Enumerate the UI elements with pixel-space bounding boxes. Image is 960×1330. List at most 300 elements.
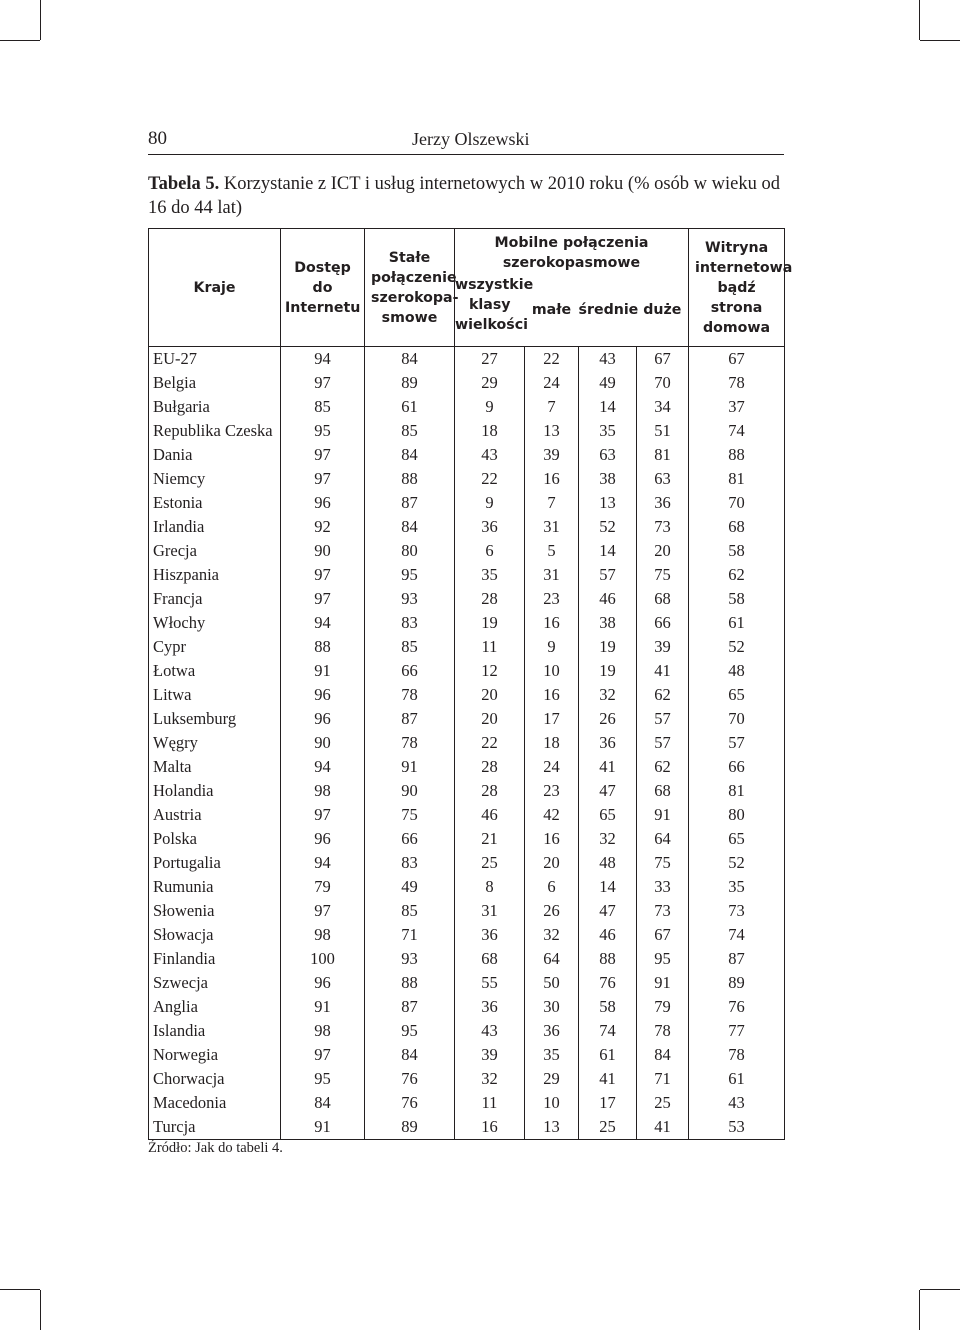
cell-website: 78: [689, 1043, 785, 1067]
table-row: [149, 419, 785, 443]
cell-mobile-large: 73: [637, 899, 689, 923]
cell-mobile-large: 71: [637, 1067, 689, 1091]
cell-fixed-broadband: 90: [365, 779, 455, 803]
cell-country: Austria: [149, 803, 281, 827]
cell-mobile-large: 62: [637, 683, 689, 707]
cell-mobile-large: 79: [637, 995, 689, 1019]
cell-internet-access: 98: [281, 779, 365, 803]
cell-fixed-broadband: 85: [365, 635, 455, 659]
cell-mobile-small: 23: [525, 587, 579, 611]
cell-mobile-all: 29: [455, 371, 525, 395]
cell-country: Bułgaria: [149, 395, 281, 419]
cell-mobile-small: 6: [525, 875, 579, 899]
cell-internet-access: 85: [281, 395, 365, 419]
cell-country: Holandia: [149, 779, 281, 803]
cell-fixed-broadband: 78: [365, 683, 455, 707]
cell-mobile-medium: 43: [579, 347, 637, 372]
cell-fixed-broadband: 87: [365, 707, 455, 731]
cell-mobile-medium: 58: [579, 995, 637, 1019]
crop-mark: [0, 40, 40, 41]
cell-country: Hiszpania: [149, 563, 281, 587]
cell-country: Norwegia: [149, 1043, 281, 1067]
cell-fixed-broadband: 93: [365, 587, 455, 611]
cell-mobile-medium: 13: [579, 491, 637, 515]
cell-website: 80: [689, 803, 785, 827]
cell-fixed-broadband: 89: [365, 1115, 455, 1140]
cell-fixed-broadband: 87: [365, 995, 455, 1019]
crop-mark: [40, 1290, 41, 1330]
cell-mobile-large: 41: [637, 1115, 689, 1140]
cell-fixed-broadband: 66: [365, 659, 455, 683]
cell-website: 37: [689, 395, 785, 419]
cell-fixed-broadband: 84: [365, 443, 455, 467]
cell-country: Dania: [149, 443, 281, 467]
cell-internet-access: 97: [281, 899, 365, 923]
cell-mobile-medium: 61: [579, 1043, 637, 1067]
cell-mobile-small: 16: [525, 683, 579, 707]
cell-mobile-small: 22: [525, 347, 579, 372]
cell-website: 48: [689, 659, 785, 683]
cell-country: Anglia: [149, 995, 281, 1019]
cell-mobile-large: 95: [637, 947, 689, 971]
cell-mobile-small: 39: [525, 443, 579, 467]
cell-mobile-large: 68: [637, 779, 689, 803]
cell-website: 61: [689, 1067, 785, 1091]
cell-country: Litwa: [149, 683, 281, 707]
cell-website: 87: [689, 947, 785, 971]
header-mobile-small: małe: [525, 275, 579, 347]
cell-internet-access: 94: [281, 851, 365, 875]
cell-internet-access: 96: [281, 827, 365, 851]
cell-fixed-broadband: 76: [365, 1091, 455, 1115]
cell-internet-access: 94: [281, 347, 365, 372]
cell-internet-access: 96: [281, 707, 365, 731]
table-row: [149, 371, 785, 395]
table-row: [149, 563, 785, 587]
cell-mobile-medium: 74: [579, 1019, 637, 1043]
cell-website: 68: [689, 515, 785, 539]
cell-mobile-large: 66: [637, 611, 689, 635]
cell-mobile-all: 43: [455, 443, 525, 467]
cell-mobile-large: 70: [637, 371, 689, 395]
cell-internet-access: 84: [281, 1091, 365, 1115]
cell-internet-access: 91: [281, 659, 365, 683]
cell-website: 89: [689, 971, 785, 995]
cell-mobile-medium: 76: [579, 971, 637, 995]
cell-mobile-small: 50: [525, 971, 579, 995]
cell-internet-access: 94: [281, 755, 365, 779]
cell-internet-access: 96: [281, 683, 365, 707]
cell-mobile-medium: 41: [579, 1067, 637, 1091]
cell-mobile-medium: 57: [579, 563, 637, 587]
cell-mobile-large: 34: [637, 395, 689, 419]
cell-internet-access: 94: [281, 611, 365, 635]
cell-mobile-medium: 47: [579, 899, 637, 923]
cell-website: 74: [689, 923, 785, 947]
table-row: [149, 827, 785, 851]
cell-internet-access: 90: [281, 539, 365, 563]
cell-mobile-all: 39: [455, 1043, 525, 1067]
cell-mobile-small: 10: [525, 1091, 579, 1115]
cell-fixed-broadband: 84: [365, 515, 455, 539]
cell-website: 53: [689, 1115, 785, 1140]
table-row: [149, 947, 785, 971]
cell-mobile-medium: 47: [579, 779, 637, 803]
cell-country: Portugalia: [149, 851, 281, 875]
cell-internet-access: 79: [281, 875, 365, 899]
cell-mobile-all: 11: [455, 1091, 525, 1115]
cell-mobile-all: 28: [455, 755, 525, 779]
table-row: [149, 491, 785, 515]
cell-website: 52: [689, 851, 785, 875]
crop-mark: [40, 0, 41, 40]
cell-mobile-large: 57: [637, 707, 689, 731]
cell-fixed-broadband: 76: [365, 1067, 455, 1091]
cell-fixed-broadband: 83: [365, 851, 455, 875]
page-number: 80: [148, 128, 167, 149]
cell-mobile-medium: 88: [579, 947, 637, 971]
cell-mobile-small: 24: [525, 371, 579, 395]
cell-mobile-large: 33: [637, 875, 689, 899]
header-mobile-broadband: Mobilne połączenia szerokopasmowe: [455, 229, 689, 275]
cell-internet-access: 97: [281, 443, 365, 467]
table-row: [149, 635, 785, 659]
cell-website: 88: [689, 443, 785, 467]
cell-mobile-large: 91: [637, 971, 689, 995]
cell-mobile-small: 31: [525, 563, 579, 587]
cell-internet-access: 97: [281, 371, 365, 395]
cell-fixed-broadband: 95: [365, 563, 455, 587]
cell-mobile-medium: 41: [579, 755, 637, 779]
cell-mobile-medium: 19: [579, 635, 637, 659]
cell-mobile-large: 57: [637, 731, 689, 755]
cell-internet-access: 97: [281, 803, 365, 827]
cell-country: Belgia: [149, 371, 281, 395]
cell-website: 76: [689, 995, 785, 1019]
cell-mobile-all: 16: [455, 1115, 525, 1140]
cell-website: 65: [689, 683, 785, 707]
cell-mobile-large: 91: [637, 803, 689, 827]
cell-country: Słowacja: [149, 923, 281, 947]
cell-mobile-small: 29: [525, 1067, 579, 1091]
cell-website: 57: [689, 731, 785, 755]
cell-country: Francja: [149, 587, 281, 611]
cell-country: Węgry: [149, 731, 281, 755]
cell-mobile-medium: 32: [579, 827, 637, 851]
table-row: [149, 395, 785, 419]
cell-fixed-broadband: 83: [365, 611, 455, 635]
cell-internet-access: 97: [281, 563, 365, 587]
table-row: [149, 1091, 785, 1115]
cell-mobile-all: 22: [455, 467, 525, 491]
cell-mobile-small: 16: [525, 467, 579, 491]
cell-mobile-all: 25: [455, 851, 525, 875]
cell-mobile-all: 43: [455, 1019, 525, 1043]
cell-mobile-all: 11: [455, 635, 525, 659]
cell-mobile-large: 84: [637, 1043, 689, 1067]
running-head: [148, 128, 784, 155]
table-row: [149, 1019, 785, 1043]
table-row: [149, 731, 785, 755]
cell-fixed-broadband: 93: [365, 947, 455, 971]
cell-mobile-medium: 36: [579, 731, 637, 755]
cell-mobile-all: 32: [455, 1067, 525, 1091]
cell-mobile-all: 36: [455, 995, 525, 1019]
cell-mobile-small: 36: [525, 1019, 579, 1043]
cell-mobile-medium: 65: [579, 803, 637, 827]
cell-mobile-all: 21: [455, 827, 525, 851]
cell-mobile-all: 9: [455, 395, 525, 419]
cell-mobile-large: 20: [637, 539, 689, 563]
cell-internet-access: 90: [281, 731, 365, 755]
cell-website: 73: [689, 899, 785, 923]
cell-mobile-all: 9: [455, 491, 525, 515]
cell-internet-access: 97: [281, 1043, 365, 1067]
cell-mobile-all: 36: [455, 515, 525, 539]
cell-mobile-small: 42: [525, 803, 579, 827]
cell-mobile-large: 41: [637, 659, 689, 683]
cell-fixed-broadband: 78: [365, 731, 455, 755]
cell-mobile-large: 39: [637, 635, 689, 659]
cell-country: Łotwa: [149, 659, 281, 683]
cell-fixed-broadband: 88: [365, 971, 455, 995]
table-row: [149, 875, 785, 899]
table-row: [149, 755, 785, 779]
cell-internet-access: 97: [281, 587, 365, 611]
cell-website: 74: [689, 419, 785, 443]
cell-mobile-medium: 17: [579, 1091, 637, 1115]
cell-country: Szwecja: [149, 971, 281, 995]
cell-mobile-medium: 35: [579, 419, 637, 443]
cell-mobile-all: 28: [455, 779, 525, 803]
cell-internet-access: 96: [281, 491, 365, 515]
cell-website: 81: [689, 467, 785, 491]
cell-country: Polska: [149, 827, 281, 851]
cell-website: 81: [689, 779, 785, 803]
table-row: [149, 515, 785, 539]
table-row: [149, 1115, 785, 1140]
table-caption-label: Tabela 5.: [148, 174, 220, 194]
table-row: [149, 659, 785, 683]
cell-mobile-all: 12: [455, 659, 525, 683]
cell-mobile-all: 68: [455, 947, 525, 971]
ict-usage-table: [148, 228, 793, 1140]
cell-mobile-all: 22: [455, 731, 525, 755]
cell-website: 77: [689, 1019, 785, 1043]
cell-mobile-small: 32: [525, 923, 579, 947]
cell-fixed-broadband: 85: [365, 419, 455, 443]
header-website: Witryna internetowa bądź strona domowa: [689, 229, 785, 347]
cell-mobile-medium: 63: [579, 443, 637, 467]
cell-fixed-broadband: 49: [365, 875, 455, 899]
table-row: [149, 611, 785, 635]
cell-mobile-all: 36: [455, 923, 525, 947]
cell-mobile-medium: 38: [579, 467, 637, 491]
cell-mobile-all: 20: [455, 707, 525, 731]
table-body: [149, 347, 785, 1140]
table-row: [149, 899, 785, 923]
crop-mark: [919, 1290, 920, 1330]
cell-mobile-large: 67: [637, 347, 689, 372]
cell-country: Turcja: [149, 1115, 281, 1140]
cell-mobile-small: 18: [525, 731, 579, 755]
cell-fixed-broadband: 61: [365, 395, 455, 419]
cell-mobile-medium: 32: [579, 683, 637, 707]
cell-mobile-small: 17: [525, 707, 579, 731]
table-row: [149, 683, 785, 707]
cell-internet-access: 96: [281, 971, 365, 995]
cell-mobile-large: 73: [637, 515, 689, 539]
cell-country: Malta: [149, 755, 281, 779]
cell-mobile-medium: 14: [579, 539, 637, 563]
cell-mobile-all: 19: [455, 611, 525, 635]
cell-country: Macedonia: [149, 1091, 281, 1115]
cell-website: 61: [689, 611, 785, 635]
cell-mobile-large: 36: [637, 491, 689, 515]
cell-mobile-all: 20: [455, 683, 525, 707]
cell-mobile-small: 23: [525, 779, 579, 803]
cell-mobile-large: 25: [637, 1091, 689, 1115]
table-row: [149, 923, 785, 947]
header-mobile-large: duże: [637, 275, 689, 347]
table-row: [149, 587, 785, 611]
cell-mobile-large: 63: [637, 467, 689, 491]
cell-mobile-small: 7: [525, 395, 579, 419]
cell-mobile-all: 27: [455, 347, 525, 372]
header-fixed-broadband: Stałe połączenie szerokopa-smowe: [365, 229, 455, 347]
cell-fixed-broadband: 88: [365, 467, 455, 491]
cell-mobile-small: 35: [525, 1043, 579, 1067]
cell-country: Rumunia: [149, 875, 281, 899]
cell-mobile-medium: 46: [579, 587, 637, 611]
cell-website: 67: [689, 347, 785, 372]
cell-website: 43: [689, 1091, 785, 1115]
cell-internet-access: 88: [281, 635, 365, 659]
cell-mobile-all: 8: [455, 875, 525, 899]
cell-mobile-small: 64: [525, 947, 579, 971]
cell-mobile-all: 18: [455, 419, 525, 443]
cell-fixed-broadband: 87: [365, 491, 455, 515]
cell-website: 52: [689, 635, 785, 659]
cell-internet-access: 97: [281, 467, 365, 491]
crop-mark: [920, 1289, 960, 1290]
crop-mark: [920, 40, 960, 41]
cell-country: Chorwacja: [149, 1067, 281, 1091]
cell-mobile-large: 64: [637, 827, 689, 851]
cell-mobile-small: 10: [525, 659, 579, 683]
cell-fixed-broadband: 95: [365, 1019, 455, 1043]
cell-country: EU-27: [149, 347, 281, 372]
cell-mobile-all: 6: [455, 539, 525, 563]
cell-country: Republika Czeska: [149, 419, 281, 443]
cell-country: Luksemburg: [149, 707, 281, 731]
header-country: Kraje: [149, 229, 281, 347]
cell-internet-access: 98: [281, 1019, 365, 1043]
cell-country: Cypr: [149, 635, 281, 659]
crop-mark: [919, 0, 920, 40]
cell-mobile-medium: 38: [579, 611, 637, 635]
cell-website: 58: [689, 587, 785, 611]
cell-mobile-small: 16: [525, 827, 579, 851]
cell-website: 70: [689, 491, 785, 515]
cell-mobile-small: 26: [525, 899, 579, 923]
table-source-note: Źródło: Jak do tabeli 4.: [148, 1140, 283, 1156]
cell-mobile-large: 81: [637, 443, 689, 467]
cell-mobile-medium: 49: [579, 371, 637, 395]
cell-internet-access: 98: [281, 923, 365, 947]
cell-internet-access: 92: [281, 515, 365, 539]
table-row: [149, 803, 785, 827]
cell-internet-access: 91: [281, 1115, 365, 1140]
table-row: [149, 995, 785, 1019]
cell-internet-access: 100: [281, 947, 365, 971]
cell-website: 35: [689, 875, 785, 899]
header-mobile-medium: średnie: [579, 275, 637, 347]
cell-website: 78: [689, 371, 785, 395]
cell-mobile-large: 51: [637, 419, 689, 443]
table-caption: [148, 172, 788, 220]
table-row: [149, 851, 785, 875]
cell-mobile-small: 24: [525, 755, 579, 779]
cell-fixed-broadband: 89: [365, 371, 455, 395]
cell-mobile-all: 35: [455, 563, 525, 587]
cell-website: 66: [689, 755, 785, 779]
cell-mobile-large: 62: [637, 755, 689, 779]
cell-internet-access: 95: [281, 419, 365, 443]
table-row: [149, 347, 785, 372]
cell-mobile-small: 31: [525, 515, 579, 539]
cell-country: Finlandia: [149, 947, 281, 971]
cell-mobile-small: 20: [525, 851, 579, 875]
cell-mobile-large: 75: [637, 563, 689, 587]
table-row: [149, 707, 785, 731]
cell-fixed-broadband: 80: [365, 539, 455, 563]
table-row: [149, 779, 785, 803]
cell-fixed-broadband: 75: [365, 803, 455, 827]
cell-internet-access: 95: [281, 1067, 365, 1091]
table-caption-text: Korzystanie z ICT i usług internetowych w 2010 roku (% osób w wieku od 16 do 44 lat): [148, 174, 781, 218]
cell-mobile-large: 75: [637, 851, 689, 875]
cell-mobile-medium: 25: [579, 1115, 637, 1140]
cell-country: Estonia: [149, 491, 281, 515]
crop-mark: [0, 1289, 40, 1290]
cell-country: Włochy: [149, 611, 281, 635]
cell-mobile-small: 16: [525, 611, 579, 635]
cell-mobile-large: 67: [637, 923, 689, 947]
cell-internet-access: 91: [281, 995, 365, 1019]
cell-mobile-large: 68: [637, 587, 689, 611]
cell-mobile-medium: 26: [579, 707, 637, 731]
running-author: Jerzy Olszewski: [412, 129, 530, 149]
cell-fixed-broadband: 91: [365, 755, 455, 779]
cell-mobile-small: 7: [525, 491, 579, 515]
cell-country: Grecja: [149, 539, 281, 563]
table-row: [149, 1067, 785, 1091]
cell-mobile-small: 13: [525, 1115, 579, 1140]
cell-mobile-medium: 19: [579, 659, 637, 683]
header-mobile-all-sizes: wszystkie klasy wielkości: [455, 275, 525, 347]
cell-mobile-all: 55: [455, 971, 525, 995]
cell-fixed-broadband: 85: [365, 899, 455, 923]
cell-fixed-broadband: 84: [365, 347, 455, 372]
table-row: [149, 1043, 785, 1067]
cell-fixed-broadband: 84: [365, 1043, 455, 1067]
table-row: [149, 467, 785, 491]
cell-mobile-medium: 52: [579, 515, 637, 539]
cell-website: 62: [689, 563, 785, 587]
cell-mobile-small: 9: [525, 635, 579, 659]
cell-mobile-all: 28: [455, 587, 525, 611]
